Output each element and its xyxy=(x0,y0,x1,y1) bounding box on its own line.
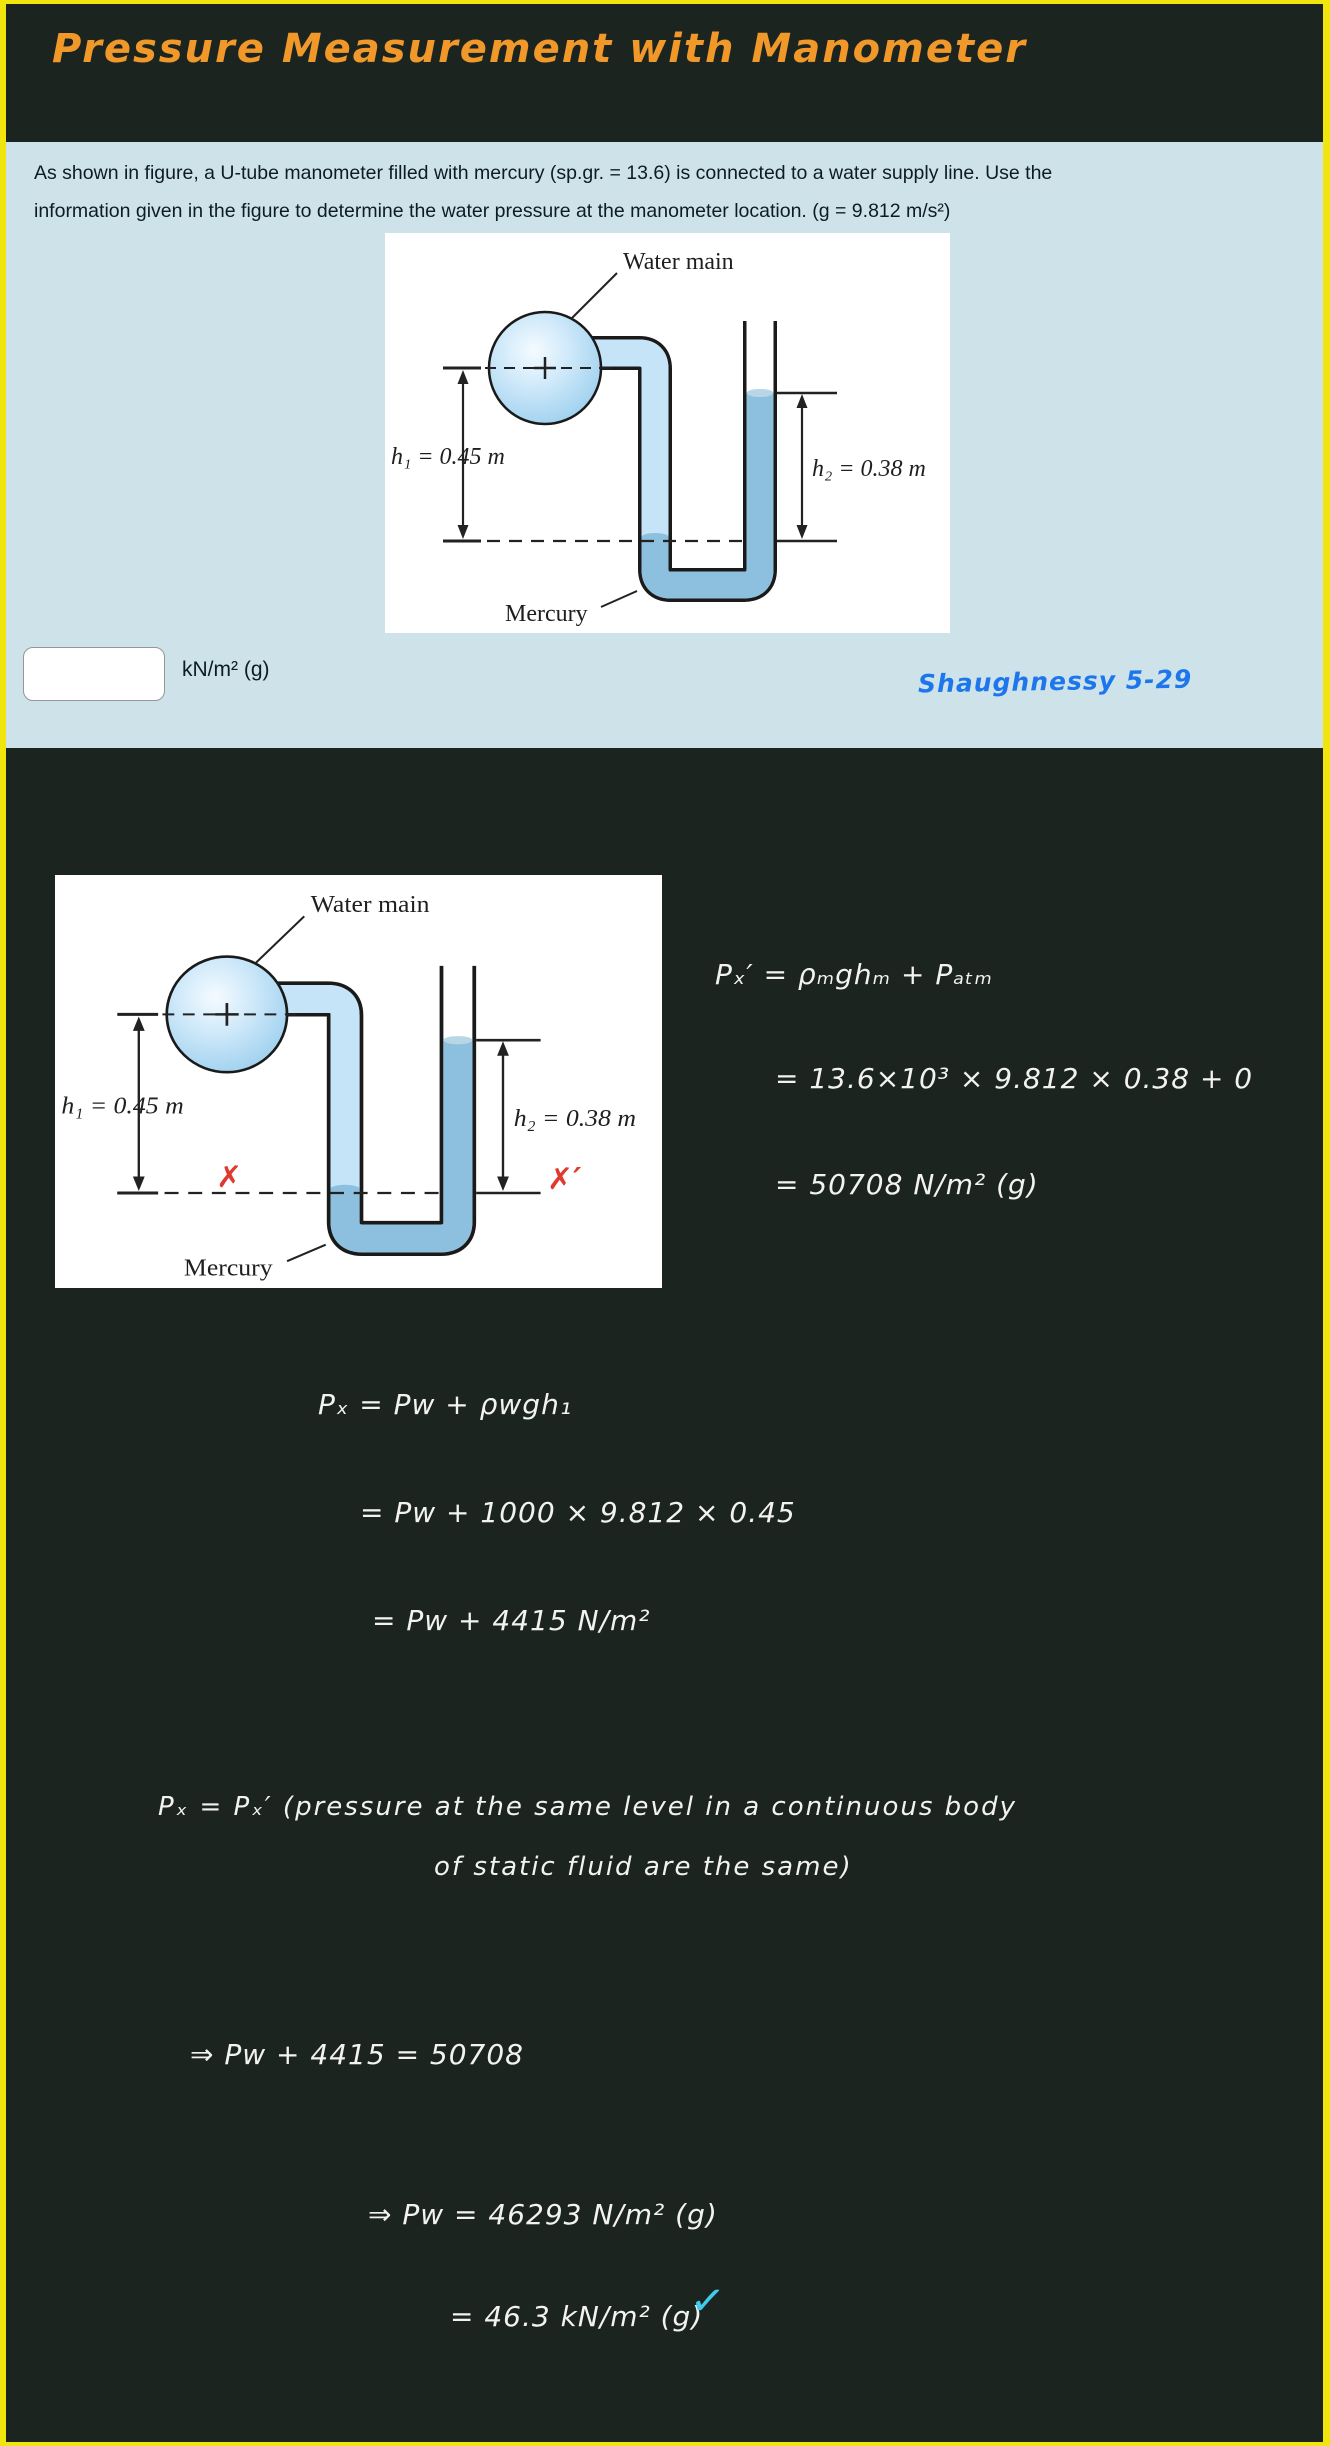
answer-unit-label: kN/m² (g) xyxy=(182,658,270,681)
x-point-mark: ✗ xyxy=(216,1160,243,1195)
page-title: Pressure Measurement with Manometer xyxy=(52,26,1027,72)
mercury-leader-line xyxy=(287,1245,326,1262)
equation-pw-result: ⇒ Pw = 46293 N/m² (g) xyxy=(368,2198,718,2231)
mercury-label: Mercury xyxy=(183,1254,273,1282)
manometer-figure xyxy=(385,233,950,633)
problem-statement-line2: information given in the figure to determine the water pressure at the manometer location. (g = 9.812 m/s²) xyxy=(34,200,951,222)
h2-label: h₂ = 0.38 m xyxy=(812,456,926,482)
equation-px: Pₓ = Pw + ρwgh₁ xyxy=(318,1388,573,1421)
problem-statement-line1: As shown in figure, a U-tube manometer filled with mercury (sp.gr. = 13.6) is connected to a water supply line. Use the xyxy=(34,162,1053,184)
mercury-leader-line xyxy=(601,591,637,607)
equation-px-prime: Pₓ′ = ρₘghₘ + Pₐₜₘ xyxy=(715,958,993,991)
water-main-leader-line xyxy=(571,273,617,319)
h1-label: h₁ = 0.45 m xyxy=(391,444,505,470)
h1-label: h₁ = 0.45 m xyxy=(61,1091,184,1120)
equation-px-result: = Pw + 4415 N/m² xyxy=(372,1604,651,1637)
equation-final-answer: = 46.3 kN/m² (g) xyxy=(450,2300,704,2333)
solution-manometer-diagram xyxy=(55,875,662,1288)
problem-box xyxy=(6,142,1323,748)
equation-px-prime-result: = 50708 N/m² (g) xyxy=(775,1168,1039,1201)
signature: Shaughnessy 5-29 xyxy=(917,664,1193,699)
equality-statement-line2: of static fluid are the same) xyxy=(434,1852,853,1882)
problem-statement xyxy=(34,154,1309,230)
x-prime-point-mark: ✗′ xyxy=(547,1162,582,1197)
water-main-label: Water main xyxy=(310,890,430,919)
check-mark: ✓ xyxy=(687,2274,728,2327)
manometer-diagram xyxy=(385,233,950,633)
answer-input[interactable] xyxy=(23,647,165,701)
equation-px-prime-numeric: = 13.6×10³ × 9.812 × 0.38 + 0 xyxy=(775,1062,1254,1095)
u-tube-pipe xyxy=(590,311,774,585)
equality-statement-line1: Pₓ = Pₓ′ (pressure at the same level in a continuous body xyxy=(158,1792,1017,1822)
water-main-label: Water main xyxy=(623,249,734,275)
solution-figure xyxy=(55,875,662,1288)
h2-label: h₂ = 0.38 m xyxy=(513,1104,636,1132)
water-main-leader-line xyxy=(255,916,304,963)
u-tube-pipe xyxy=(275,956,472,1239)
equation-px-numeric: = Pw + 1000 × 9.812 × 0.45 xyxy=(360,1496,796,1529)
equation-combined: ⇒ Pw + 4415 = 50708 xyxy=(190,2038,524,2071)
mercury-label: Mercury xyxy=(505,601,588,627)
